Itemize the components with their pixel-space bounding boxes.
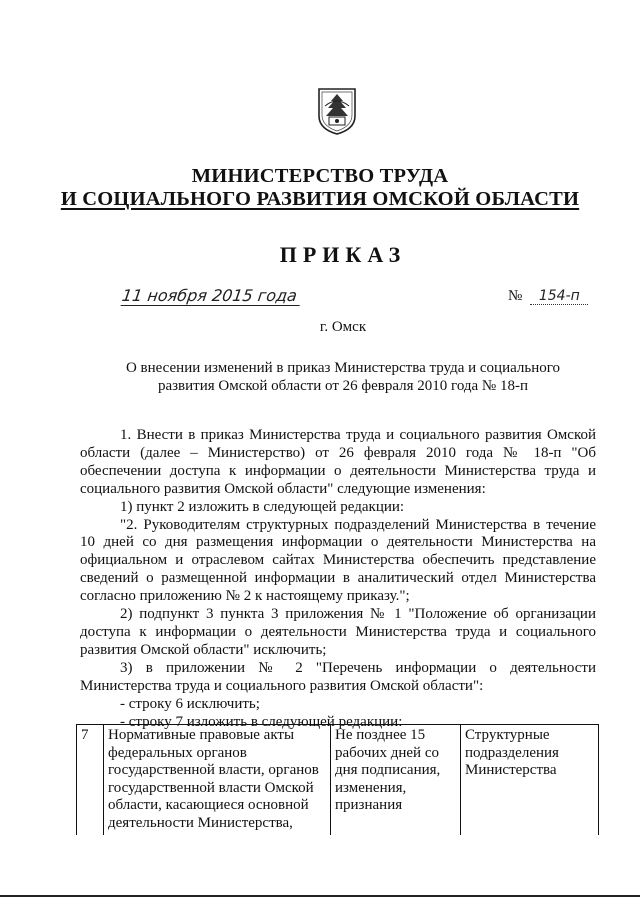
table-cell-description: Нормативные правовые акты федеральных органов государственной власти, органов государственной власти Омской области, касающиеся основной деятельности Министерства, <box>104 725 331 836</box>
body-paragraph-5: 3) в приложении № 2 "Перечень информации о деятельности Министерства труда и социального развития Омской области": <box>80 659 596 694</box>
order-number-label: № <box>508 288 523 304</box>
table-cell-deadline: Не позднее 15 рабочих дней со дня подписания, изменения, признания <box>331 725 461 836</box>
order-city: г. Омск <box>319 319 367 335</box>
ministry-name-line1: МИНИСТЕРСТВО ТРУДА <box>191 165 449 187</box>
body-paragraph-2: 1) пункт 2 изложить в следующей редакции: <box>120 498 405 515</box>
body-paragraph-4: 2) подпункт 3 пункта 3 приложения № 1 "Положение об организации доступа к информации о деятельности Министерства труда и социального развития Омской области" исключить; <box>80 606 596 658</box>
ministry-name-line2: И СОЦИАЛЬНОГО РАЗВИТИЯ ОМСКОЙ ОБЛАСТИ <box>60 188 580 210</box>
coat-of-arms-icon <box>316 86 358 136</box>
order-body <box>80 427 596 731</box>
order-number-handwritten: 154-п <box>530 288 588 305</box>
subject-line1: О внесении изменений в приказ Министерства труда и социального <box>125 360 561 376</box>
scan-edge-line <box>0 895 640 897</box>
body-paragraph-7: - строку 7 изложить в следующей редакции: <box>120 713 403 730</box>
body-paragraph-3: "2. Руководителям структурных подразделений Министерства в течение 10 дней со дня размещения информации о деятельности Министерства на официальном и отраслевом сайтах Министерства обеспечить представление сведений о размещенной информации в аналитический отдел Министерства согласно приложению № 2 к настоящему приказу."; <box>80 516 596 605</box>
order-date-handwritten: 11 ноября 2015 года <box>121 286 303 306</box>
order-number-field <box>508 288 588 305</box>
table-cell-number: 7 <box>77 725 104 836</box>
order-title: ПРИКАЗ <box>279 242 407 267</box>
table-cell-responsible: Структурные подразделения Министерства <box>461 725 599 836</box>
subject-line2: развития Омской области от 26 февраля 2010 года № 18-п <box>157 378 529 394</box>
body-paragraph-6: - строку 6 исключить; <box>120 695 260 712</box>
table-row <box>77 725 599 836</box>
information-list-table <box>76 724 599 835</box>
body-paragraph-1: 1. Внести в приказ Министерства труда и социального развития Омской области (далее – Министерство) от 26 февраля 2010 года № 18-п "Об обеспечении доступа к информации о деятельности Министерства труда и социального развития Омской области" следующие изменения: <box>80 427 596 497</box>
order-subject <box>100 359 586 395</box>
